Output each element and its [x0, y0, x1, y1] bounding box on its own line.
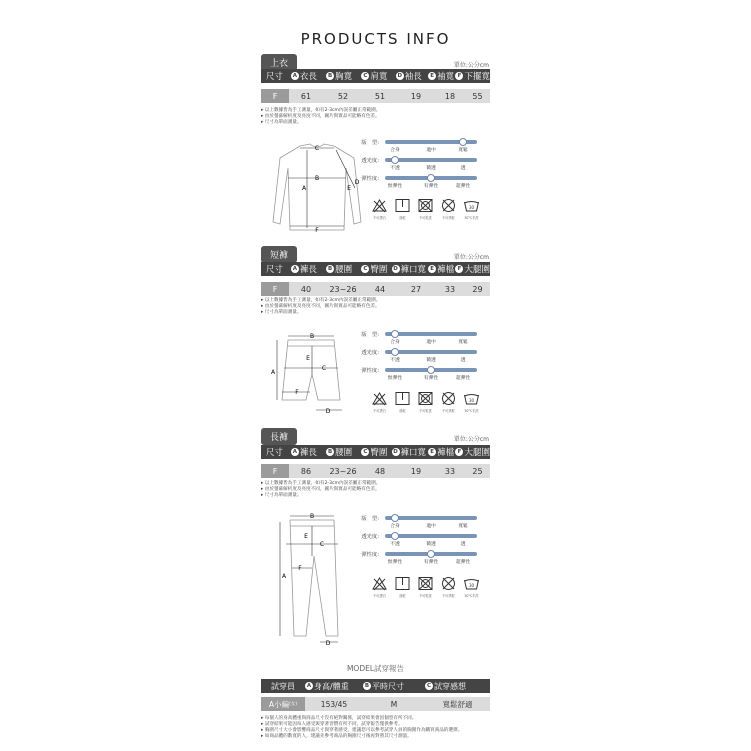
no-bleach-icon: [371, 576, 388, 591]
fit-marker: [391, 330, 399, 338]
size-col: [320, 70, 358, 82]
fit-marker: [391, 532, 399, 540]
diagram-letter-f: F: [295, 389, 299, 396]
fit-label: 彈性度:: [361, 368, 379, 374]
no-tumble-dry-icon: [440, 198, 457, 213]
fit-option: 合身: [390, 148, 400, 153]
size-col: [320, 446, 358, 458]
size-col-label: 臀圍: [370, 448, 388, 458]
size-col-label: 尺寸: [265, 448, 283, 458]
fit-option: 超彈性: [455, 376, 471, 381]
diagram-letter-b: B: [309, 333, 315, 340]
size-col-label: 褲口寬: [400, 448, 427, 458]
size-col-label: 大腿圍: [464, 448, 490, 458]
fit-option: 無彈性: [387, 376, 403, 381]
notes-shorts: [261, 298, 380, 316]
size-col-label: 褲長: [299, 265, 317, 275]
model-col: [425, 681, 490, 692]
badge: A: [292, 449, 297, 455]
size-col-label: 腰圍: [335, 448, 353, 458]
badge: D: [393, 449, 398, 455]
fit-option: 無彈性: [387, 184, 403, 189]
fit-option: 不透: [390, 358, 400, 363]
size-col: [261, 446, 288, 458]
fit-option: 不透: [390, 166, 400, 171]
note-line: ▸ 尺寸為單面測量。: [261, 493, 302, 498]
no-bleach-icon: [371, 391, 388, 406]
hand-wash-icon: [463, 198, 480, 213]
care-label: 陰乾: [399, 409, 406, 413]
size-cell: 18: [444, 91, 456, 101]
diagram-letter-d: D: [325, 640, 331, 647]
hand-wash-icon: [463, 576, 480, 591]
no-tumble-dry-icon: [440, 391, 457, 406]
care-label: 不可漂白: [373, 216, 386, 220]
size-cell: 23~26: [329, 466, 357, 476]
size-cell: 27: [410, 284, 422, 294]
diagram-letter-e: E: [347, 185, 351, 192]
note-line: ▸ 由於螢幕解析度及亮度不同，圖片與實品可能略有色差。: [261, 487, 380, 492]
fit-marker: [391, 514, 399, 522]
model-hw: 153/45: [320, 699, 348, 709]
note-line: ▸ 尺寸為單面測量。: [261, 120, 302, 125]
badge: E: [428, 72, 436, 80]
model-table-header: [261, 679, 490, 693]
badge: F: [455, 265, 463, 273]
model-report-title: MODEL試穿報告: [346, 664, 405, 673]
note-line: ▸ 以上數據皆為手工測量，如有2-3cm內誤差屬正常範圍。: [261, 481, 381, 486]
badge: B: [364, 683, 370, 689]
note-line: ▸ 由於螢幕解析度及亮度不同，圖片與實品可能略有色差。: [261, 304, 380, 309]
fit-marker: [427, 550, 435, 558]
no-dry-clean-icon: [417, 576, 434, 591]
size-col-label: 衣長: [299, 72, 317, 82]
fit-label: 透光度:: [361, 158, 379, 164]
note-line: ▸ 試穿結果可能因每人感受與穿著習慣有所不同，試穿報告僅供參考。: [261, 722, 403, 727]
size-cell: 48: [374, 466, 386, 476]
fit-option: 微透: [426, 542, 436, 547]
fit-option: 適中: [426, 148, 436, 153]
badge: C: [363, 73, 368, 79]
model-size: M: [390, 699, 398, 709]
fit-marker: [459, 138, 467, 146]
diagram-letter-d: D: [325, 408, 331, 415]
care-label: 不可漂白: [373, 409, 386, 413]
fit-marker: [391, 156, 399, 164]
diagram-letter-a: A: [270, 369, 276, 376]
model-col-label: 平時尺寸: [372, 681, 404, 691]
model-table-row: [261, 697, 490, 711]
diagram-letter-a: A: [301, 185, 307, 192]
care-label: 不可漂白: [373, 594, 386, 598]
size-col-label: 褲檔: [437, 448, 455, 458]
model-col: 試穿員: [271, 681, 295, 691]
size-cell-size: F: [261, 89, 289, 103]
size-col-label: 胸寬: [335, 72, 353, 82]
size-col: [358, 263, 390, 275]
badge: A: [306, 683, 312, 689]
note-line: ▸ 尺寸為單面測量。: [261, 310, 302, 315]
no-bleach-icon: [371, 198, 388, 213]
no-dry-clean-icon: [417, 391, 434, 406]
fit-label: 彈性度:: [361, 552, 379, 558]
fit-option: 寬鬆: [458, 340, 468, 345]
size-table-header-shorts: [261, 262, 490, 276]
size-cell: 29: [472, 284, 483, 294]
size-cell: 33: [444, 466, 456, 476]
diagram-letter-e: E: [306, 355, 310, 362]
care-label: 不可烘乾: [442, 216, 455, 220]
fit-option: 超彈性: [455, 560, 471, 565]
size-col: [261, 263, 288, 275]
model-col: [305, 681, 363, 692]
model-name-sub: (女): [289, 702, 298, 707]
fit-option: 透: [460, 358, 466, 363]
no-dry-clean-icon: [417, 198, 434, 213]
care-label: 不可烘乾: [442, 409, 455, 413]
fit-option: 適中: [426, 340, 436, 345]
section-tag-shorts: 短褲: [261, 246, 297, 263]
badge: E: [428, 265, 436, 273]
model-name: A小編: [268, 699, 290, 709]
badge: A: [292, 266, 297, 272]
size-cell: 40: [300, 284, 312, 294]
fit-option: 有彈性: [423, 560, 439, 565]
fit-option: 微透: [426, 166, 436, 171]
size-col-label: 袖寬: [437, 72, 455, 82]
section-tag-pants: 長褲: [261, 428, 297, 445]
fit-option: 無彈性: [387, 560, 403, 565]
fit-option: 有彈性: [423, 184, 439, 189]
fit-option: 透: [460, 542, 466, 547]
size-col-label: 肩寬: [370, 72, 388, 82]
badge: A: [292, 73, 297, 79]
size-col: [391, 263, 427, 275]
fit-label: 版 型:: [361, 332, 379, 338]
size-col: [455, 70, 490, 82]
size-col-label: 大腿圍: [464, 265, 490, 275]
size-col: [427, 70, 456, 82]
size-col: [455, 446, 490, 458]
care-label: 不可乾洗: [419, 216, 432, 220]
size-table-row-top: [261, 89, 490, 103]
dry-shade-icon: [394, 391, 411, 406]
size-col: [288, 446, 320, 458]
size-table-header-top: [261, 69, 490, 83]
no-tumble-dry-icon: [440, 576, 457, 591]
svg-text:30: 30: [468, 398, 475, 403]
fit-option: 有彈性: [423, 376, 439, 381]
dry-shade-icon: [394, 198, 411, 213]
fit-option: 寬鬆: [458, 524, 468, 529]
fit-label: 透光度:: [361, 534, 379, 540]
diagram-letter-f: F: [315, 227, 319, 234]
hand-wash-icon: [463, 391, 480, 406]
size-cell-size: F: [261, 282, 289, 296]
size-col-label: 褲長: [299, 448, 317, 458]
size-table-header-pants: [261, 445, 490, 459]
size-cell: 61: [300, 91, 312, 101]
size-cell: 51: [374, 91, 386, 101]
badge: D: [393, 266, 398, 272]
note-line: ▸ 由於螢幕解析度及亮度不同，圖片與實品可能略有色差。: [261, 114, 380, 119]
badge: C: [363, 266, 368, 272]
care-label: 30°C手洗: [464, 216, 479, 220]
fit-label: 版 型:: [361, 516, 379, 522]
size-col: [288, 70, 320, 82]
size-col-label: 褲口寬: [400, 265, 427, 275]
size-col-label: 臀圍: [370, 265, 388, 275]
diagram-letter-b: B: [314, 175, 320, 182]
fit-option: 超彈性: [455, 184, 471, 189]
badge: C: [363, 449, 368, 455]
fit-option: 微透: [426, 358, 436, 363]
size-col-label: 下擺寬: [464, 72, 490, 82]
notes-pants: [261, 481, 380, 499]
fit-marker: [427, 174, 435, 182]
size-col-label: 袖長: [404, 72, 422, 82]
size-col-label: 尺寸: [265, 72, 283, 82]
size-col-label: 腰圍: [335, 265, 353, 275]
size-cell: 86: [300, 466, 312, 476]
badge: B: [328, 266, 333, 272]
badge: F: [455, 72, 463, 80]
pants-measure-diagram: [262, 508, 362, 650]
note-line: ▸ 以上數據皆為手工測量，如有2-3cm內誤差屬正常範圍。: [261, 298, 381, 303]
diagram-letter-c: C: [314, 145, 320, 152]
size-cell-size: F: [261, 464, 289, 478]
badge: E: [428, 448, 436, 456]
fit-label: 版 型:: [361, 140, 379, 146]
size-cell: 19: [410, 466, 422, 476]
fit-option: 適中: [426, 524, 436, 529]
size-col: [427, 263, 456, 275]
care-label: 陰乾: [399, 216, 406, 220]
size-table-row-pants: [261, 464, 490, 478]
fit-label: 彈性度:: [361, 176, 379, 182]
size-col-label: 褲檔: [437, 265, 455, 275]
unit-label: 單位:公分cm: [453, 254, 489, 261]
note-line: ▸ 每個人的身高體重與商品尺寸沒有絕對關係，試穿結果會因個型有所不同。: [261, 716, 417, 721]
page-title: PRODUCTS INFO: [300, 30, 451, 48]
badge: B: [328, 449, 333, 455]
fit-option: 合身: [390, 524, 400, 529]
model-name-cell: [261, 697, 305, 711]
badge: B: [328, 73, 333, 79]
size-col: [288, 263, 320, 275]
top-measure-diagram: [262, 138, 372, 238]
fit-option: 合身: [390, 340, 400, 345]
fit-marker: [391, 348, 399, 356]
dry-shade-icon: [394, 576, 411, 591]
size-table-row-shorts: [261, 282, 490, 296]
notes-top: [261, 108, 380, 126]
fit-option: 透: [460, 166, 466, 171]
size-col: [455, 263, 490, 275]
unit-label: 單位:公分cm: [453, 62, 489, 69]
size-cell: 25: [472, 466, 483, 476]
size-col: [261, 70, 288, 82]
model-col-label: 試穿感想: [434, 681, 466, 691]
svg-text:30: 30: [468, 583, 475, 588]
fit-label: 透光度:: [361, 350, 379, 356]
section-tag-top: 上衣: [261, 54, 297, 71]
size-col: [358, 446, 390, 458]
svg-text:30: 30: [468, 205, 475, 210]
model-col-label: 身高/體重: [314, 681, 349, 691]
note-line: ▸ 胸圍尺寸大小會影響商品尺寸與穿著感受，建議您可以參考試穿人員的胸圍作為購買商品的選擇。: [261, 728, 463, 733]
model-col: [363, 681, 425, 692]
fit-option: 寬鬆: [458, 148, 468, 153]
diagram-letter-a: A: [281, 573, 287, 580]
diagram-letter-f: F: [298, 565, 302, 572]
note-line: ▸ 如商品體的數寬的人，建議先參考商品的胸圍尺寸後再對照其尺寸測量。: [261, 734, 412, 739]
size-col: [358, 70, 390, 82]
care-label: 30°C手洗: [464, 594, 479, 598]
size-cell: 33: [444, 284, 456, 294]
unit-label: 單位:公分cm: [453, 436, 489, 443]
size-cell: 52: [337, 91, 349, 101]
care-label: 不可乾洗: [419, 594, 432, 598]
size-cell: 44: [374, 284, 386, 294]
care-label: 30°C手洗: [464, 409, 479, 413]
size-col: [391, 70, 427, 82]
diagram-letter-c: C: [321, 365, 327, 372]
fit-option: 不透: [390, 542, 400, 547]
diagram-letter-c: C: [319, 541, 325, 548]
care-label: 陰乾: [399, 594, 406, 598]
size-col: [391, 446, 427, 458]
diagram-letter-b: B: [309, 513, 315, 520]
diagram-letter-e: E: [304, 533, 308, 540]
model-feel: 寬鬆舒適: [442, 699, 473, 709]
size-col: [427, 446, 456, 458]
size-cell: 23~26: [329, 284, 357, 294]
care-label: 不可烘乾: [442, 594, 455, 598]
note-line: ▸ 以上數據皆為手工測量，如有2-3cm內誤差屬正常範圍。: [261, 108, 381, 113]
badge: F: [455, 448, 463, 456]
size-cell: 55: [472, 91, 483, 101]
size-col-label: 尺寸: [265, 265, 283, 275]
fit-marker: [427, 366, 435, 374]
badge: D: [397, 73, 403, 79]
badge: C: [426, 683, 432, 689]
care-label: 不可乾洗: [419, 409, 432, 413]
size-col: [320, 263, 358, 275]
model-notes: [261, 716, 462, 740]
diagram-letter-d: D: [354, 179, 360, 186]
size-cell: 19: [410, 91, 422, 101]
